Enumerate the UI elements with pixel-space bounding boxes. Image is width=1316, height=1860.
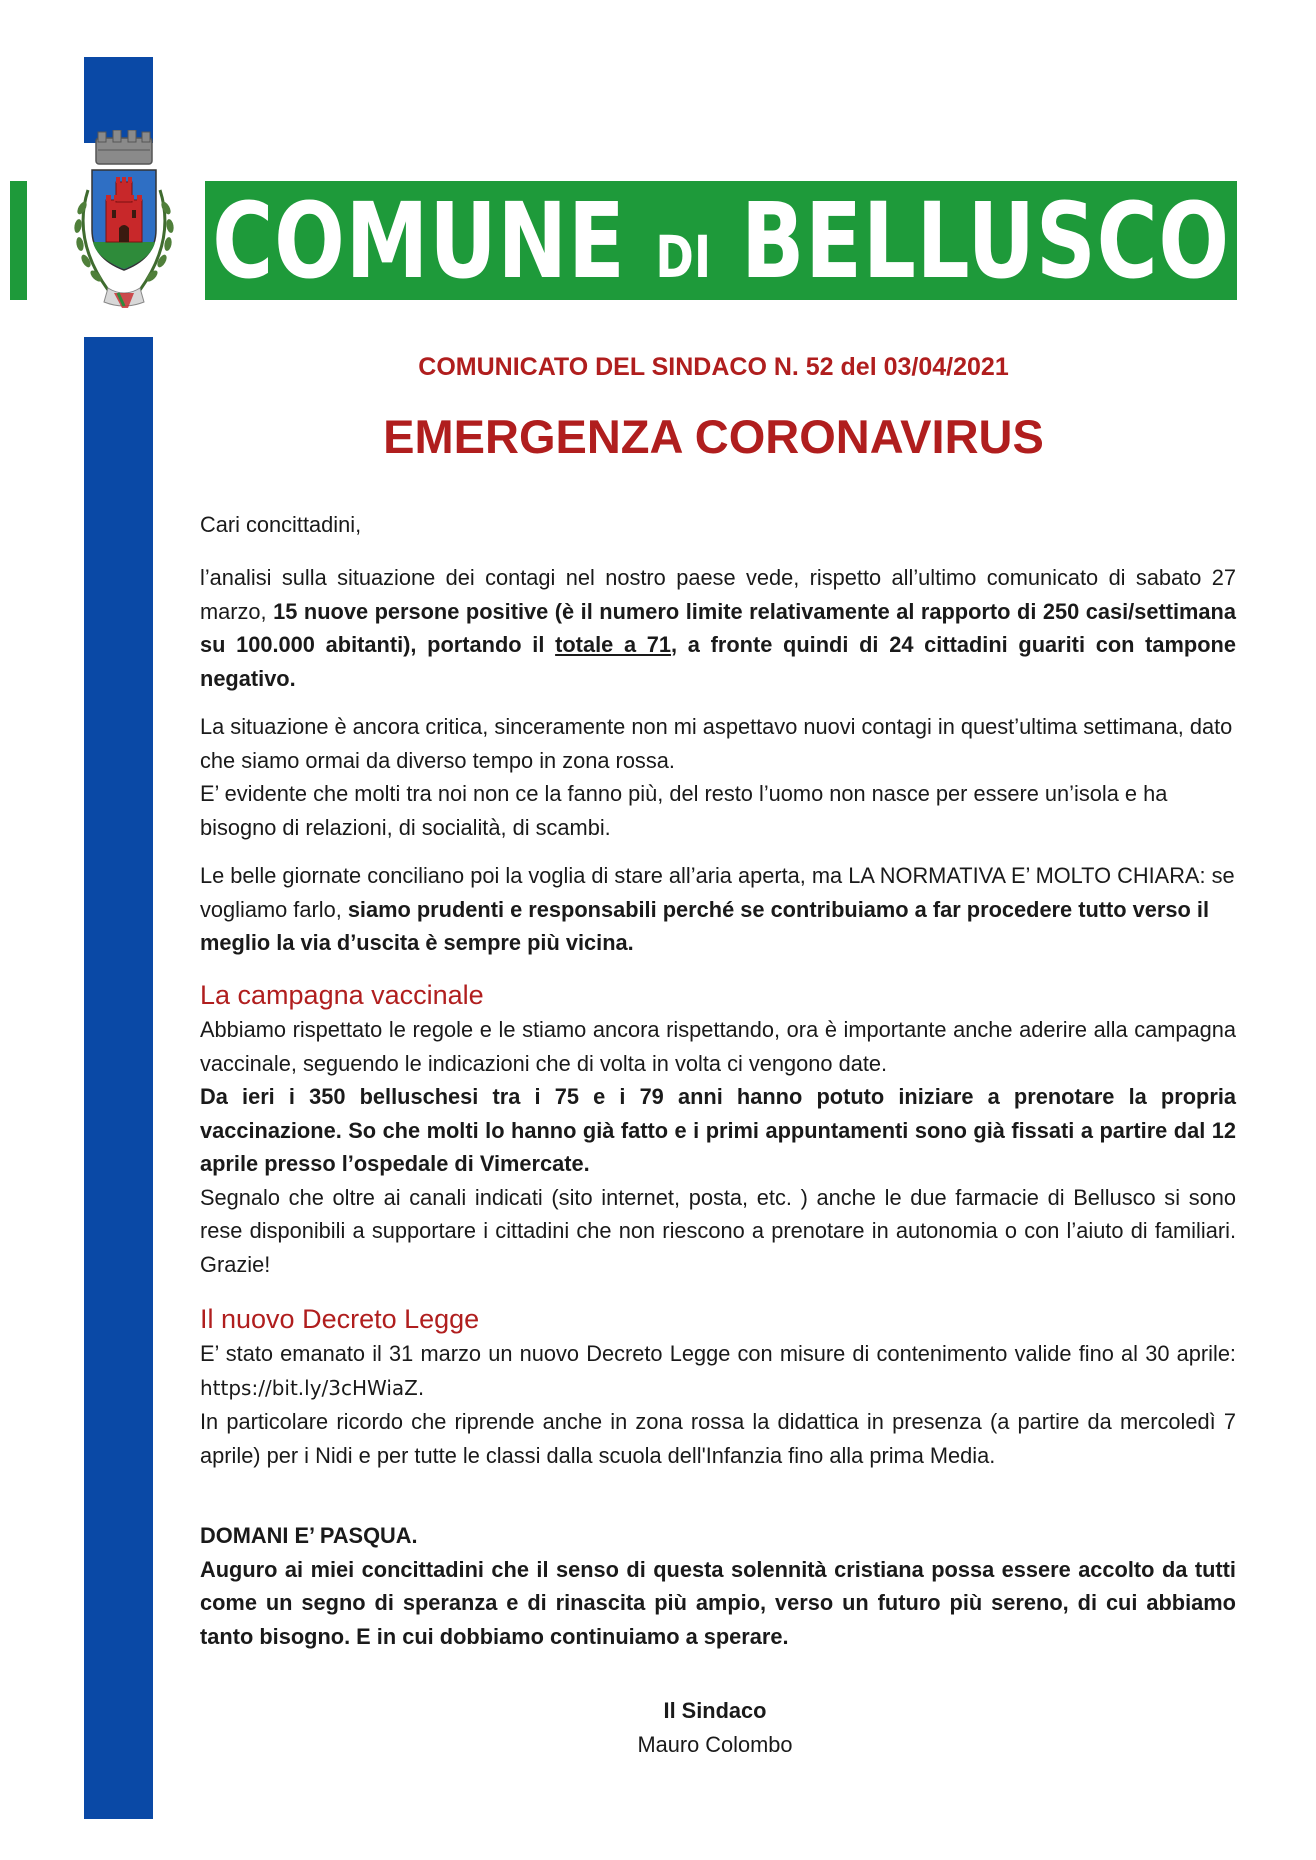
municipality-name	[212, 179, 1230, 302]
paragraph-decree	[200, 1337, 1236, 1472]
text-line: La situazione è ancora critica, sinceramente non mi aspettavo nuovi contagi in quest’ultima settimana, dato che siamo ormai da diverso tempo in zona rossa.	[200, 714, 1233, 773]
decree-link[interactable]: https://bit.ly/3cHWiaZ.	[200, 1375, 425, 1400]
total-positive-count: totale a 71	[555, 632, 672, 657]
green-side-block	[10, 181, 27, 300]
paragraph-rules	[200, 859, 1236, 960]
municipality-word-bellusco: BELLUSCO	[740, 179, 1230, 302]
text-block	[200, 1337, 1236, 1405]
text-block: Segnalo che oltre ai canali indicati (sito internet, posta, etc. ) anche le due farmacie di Bellusco si sono rese disponibili a supportare i cittadini che non riescono a prenotare in autonomia o con l’aiuto di familiari. Grazie!	[200, 1184, 1236, 1277]
section-heading-vaccine-campaign: La campagna vaccinale	[200, 980, 484, 1010]
paragraph-vaccine-campaign	[200, 1013, 1236, 1281]
text-block: Abbiamo rispettato le regole e le stiamo ancora rispettando, ora è importante anche aderire alla campagna vaccinale, seguendo le indicazioni che di volta in volta ci vengono date.	[200, 1017, 1236, 1076]
text-run-bold: , a fronte quindi di 24 cittadini guariti con tampone negativo.	[200, 632, 1236, 691]
text-run-bold: 15 nuove persone positive (è il numero limite relativamente al rapporto di 250 casi/settimana su 100.000 abitanti), portando il	[200, 598, 1236, 657]
paragraph-situation	[200, 710, 1236, 844]
signature	[515, 1694, 915, 1762]
text-run: Le belle giornate conciliano poi la voglia di stare all’aria aperta, ma LA NORMATIVA E’ MOLTO CHIARA: se vogliamo farlo,	[200, 863, 1235, 922]
easter-wishes: Auguro ai miei concittadini che il senso di questa solennità cristiana possa essere accolto da tutti come un segno di speranza e di rinascita più ampio, verso un futuro più sereno, di cui abbiamo tanto bisogno. E in cui dobbiamo continuiamo a sperare.	[200, 1556, 1236, 1649]
section-heading-decree: Il nuovo Decreto Legge	[200, 1304, 480, 1334]
municipality-word-di: DI	[655, 222, 712, 291]
communique-number: COMUNICATO DEL SINDACO N. 52 del 03/04/2021	[418, 353, 1009, 381]
municipality-word-comune: COMUNE	[212, 179, 626, 302]
blue-vertical-bar	[84, 337, 153, 1819]
municipality-banner	[205, 181, 1237, 300]
castle-crest-icon	[62, 130, 186, 330]
text-run: l’analisi sulla situazione dei contagi nel nostro paese vede, rispetto all’ultimo comunicato di sabato 27 marzo,	[200, 565, 1236, 624]
signature-name: Mauro Colombo	[637, 1732, 793, 1757]
text-run-bold: siamo prudenti e responsabili perché se contribuiamo a far procedere tutto verso il meglio la via d’uscita è sempre più vicina.	[200, 896, 1210, 955]
greeting: Cari concittadini,	[200, 512, 362, 537]
text-block: In particolare ricordo che riprende anche in zona rossa la didattica in presenza (a partire da mercoledì 7 aprile) per i Nidi e per tutte le classi dalla scuola dell'Infanzia fino alla prima Media.	[200, 1409, 1236, 1468]
signature-role: Il Sindaco	[663, 1698, 767, 1723]
paragraph-contagion-update	[200, 561, 1236, 695]
paragraph-easter	[200, 1519, 1236, 1653]
text-block-bold: Da ieri i 350 belluschesi tra i 75 e i 79 anni hanno potuto iniziare a prenotare la propria vaccinazione. So che molti lo hanno già fatto e i primi appuntamenti sono già fissati a partire dal 12 aprile presso l’ospedale di Vimercate.	[200, 1084, 1236, 1176]
easter-line: DOMANI E’ PASQUA.	[200, 1523, 418, 1548]
text-line: E’ evidente che molti tra noi non ce la fanno più, del resto l’uomo non nasce per essere un’isola e ha bisogno di relazioni, di socialità, di scambi.	[200, 781, 1168, 840]
page-title: EMERGENZA CORONAVIRUS	[383, 410, 1044, 463]
text-run: E’ stato emanato il 31 marzo un nuovo Decreto Legge con misure di contenimento valide fino al 30 aprile:	[200, 1341, 1236, 1366]
